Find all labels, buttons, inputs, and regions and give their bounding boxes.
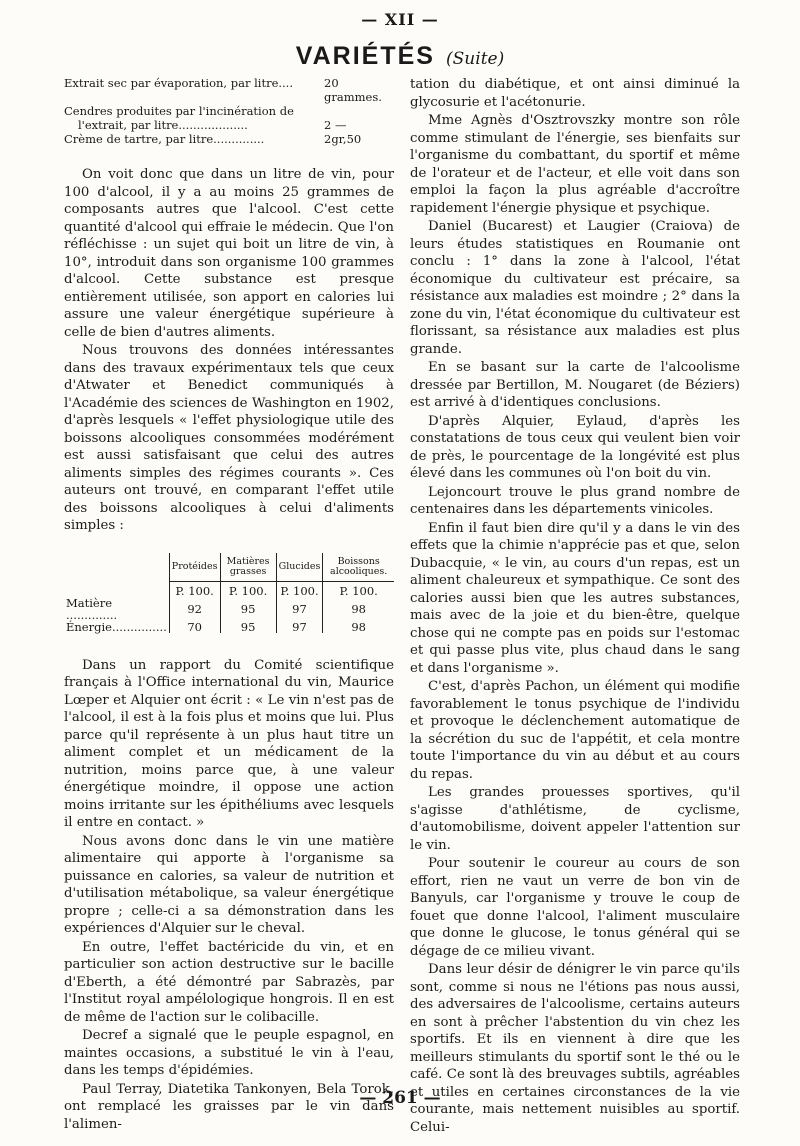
- paragraph: tation du diabétique, et ont ainsi diminué la glycosurie et l'acétonurie.: [410, 77, 740, 110]
- table-row: P. 100. P. 100. P. 100. P. 100.: [64, 581, 394, 597]
- spec-line: l'extrait, par litre................... 2 —: [78, 118, 347, 132]
- table-row: Énergie............... 70 95 97 98: [64, 621, 394, 633]
- paragraph: Nous avons donc dans le vin une matière alimentaire qui apporte à l'organisme sa puissance en calories, sa valeur de nutrition et d'utilisation métabolique, sa valeur énergétique propre ; celle-ci a sa démonstration dans les expériences d'Alquier sur le cheval.: [64, 833, 394, 936]
- section-subtitle: (Suite): [446, 49, 505, 69]
- paragraph: Pour soutenir le coureur au cours de son effort, rien ne vaut un verre de bon vin de Banyuls, car l'organisme y trouve le coup de fouet que donne l'alcool, l'aliment musculaire que donne le glucose, le tonus général qui se dégage de ce milieu vivant.: [410, 856, 740, 959]
- left-column: [64, 76, 394, 1134]
- table-row: Matière .............. 92 95 97 98: [64, 597, 394, 621]
- paragraph: Paul Terray, Diatetika Tankonyen, Bela Torok, ont remplacé les graisses par le vin dans l'alimen-: [64, 1081, 394, 1132]
- paragraph: Decref a signalé que le peuple espagnol, en maintes occasions, a substitué le vin à l'eau, dans les temps d'épidémies.: [64, 1028, 394, 1078]
- paragraph: Enfin il faut bien dire qu'il y a dans le vin des effets que la chimie n'apprécie pas et que, selon Dubacquie, « le vin, au cours d'un repas, est un aliment chaleureux et sympathique. Ce sont des calories aussi bien que les autres substances, mais avec de la joie et du bien-être, quelque chose qui ne compte pas en poids sur l'estomac et qui passe plus vite, plus chaud dans le sang et dans l'organisme ».: [410, 520, 740, 676]
- paragraph: Les grandes prouesses sportives, qu'il s'agisse d'athlétisme, de cyclisme, d'automobilisme, doivent appeler l'attention sur le vin.: [410, 785, 740, 853]
- paragraph: D'après Alquier, Eylaud, d'après les constatations de tous ceux qui veulent bien voir de près, le pourcentage de la longévité est plus élevé dans les communes où l'on boit du vin.: [410, 413, 740, 481]
- paragraph: En se basant sur la carte de l'alcoolisme dressée par Bertillon, M. Nougaret (de Béziers) est arrivé à d'identiques conclusions.: [410, 360, 740, 410]
- section-title: VARIÉTÉS: [295, 42, 435, 70]
- paragraph: En outre, l'effet bactéricide du vin, et en particulier son action destructive sur le bacille d'Eberth, a été démontré par Sabrazès, par l'Institut royal ampélologique hongrois. Il en est de même de l'action sur le colibacille.: [64, 939, 394, 1025]
- roman-page-number: — XII —: [361, 10, 439, 29]
- spec-line: Extrait sec par évaporation, par litre.... 20 grammes.: [64, 76, 382, 104]
- spec-line: Cendres produites par l'incinération de: [64, 104, 294, 118]
- spec-line: Crème de tartre, par litre.............. 2gr,50: [64, 132, 362, 146]
- table-header: Protéides: [169, 553, 220, 582]
- nutrition-table: [64, 553, 394, 633]
- paragraph: Lejoncourt trouve le plus grand nombre de centenaires dans les départements vinicoles.: [410, 484, 740, 517]
- paragraph: C'est, d'après Pachon, un élément qui modifie favorablement le tonus psychique de l'individu et provoque le déclenchement automatique de la sécrétion du suc de l'appétit, et cela montre toute l'importance du vin au début et au cours du repas.: [410, 679, 740, 782]
- wine-spec-list: [64, 76, 394, 146]
- paragraph: Mme Agnès d'Osztrovszky montre son rôle comme stimulant de l'énergie, ses bienfaits sur l'organisme du combattant, du sportif et même de l'orateur et de l'acteur, et elle voit dans son emploi la façon la plus agréable d'accroître rapidement l'énergie physique et psychique.: [410, 113, 740, 216]
- paragraph: Nous trouvons des données intéressantes dans des travaux expérimentaux tels que ceux d'Atwater et Benedict communiqués à l'Académie des sciences de Washington en 1902, d'après lesquels « l'effet physiologique utile des boissons alcooliques consommées modérément est aussi satisfaisant que celui des autres aliments simples des régimes courants ». Ces auteurs ont trouvé, en comparant l'effet utile des boissons alcooliques à celui d'aliments simples :: [64, 343, 394, 533]
- page-number: — 261 —: [359, 1088, 441, 1108]
- table-header: Boissons alcooliques.: [323, 553, 394, 582]
- table-header: Glucides: [276, 553, 323, 582]
- paragraph: Dans leur désir de dénigrer le vin parce qu'ils sont, comme si nous ne l'étions pas nous aussi, des adversaires de l'alcoolisme, certains auteurs en sont à prêcher l'abstention du vin chez les sportifs. Et ils en viennent à dire que les meilleurs stimulants du sportif sont le thé ou le café. Ce sont là des breuvages subtils, agréables et utiles en certaines circonstances de la vie courante, mais nettement nuisibles au sportif. Celui-: [410, 962, 740, 1135]
- paragraph: On voit donc que dans un litre de vin, pour 100 d'alcool, il y a au moins 25 grammes de composants autres que l'alcool. C'est cette quantité d'alcool qui effraie le médecin. Que l'on réfléchisse : un sujet qui boit un litre de vin, à 10°, introduit dans son organisme 100 grammes d'alcool. Cette substance est presque entièrement utilisée, son apport en calories lui assure une valeur énergétique supérieure à celle de bien d'autres aliments.: [64, 167, 394, 340]
- table-header: Matières grasses: [220, 553, 276, 582]
- right-column: [410, 76, 740, 1137]
- paragraph: Dans un rapport du Comité scientifique français à l'Office international du vin, Maurice Lœper et Alquier ont écrit : « Le vin n'est pas de l'alcool, il est à la fois plus et moins que lui. Plus parce qu'il représente à un plus haut titre un aliment complet et un médicament de la nutrition, moins parce que, à une valeur énergétique moindre, il oppose une action moins irritante sur les épithéliums avec lesquels il entre en contact. »: [64, 657, 394, 830]
- paragraph: Daniel (Bucarest) et Laugier (Craiova) de leurs études statistiques en Roumanie ont conclu : 1° dans la zone à l'alcool, l'état économique du cultivateur est précaire, sa résistance aux maladies est moindre ; 2° dans la zone du vin, l'état économique du cultivateur est florissant, sa résistance aux maladies est plus grande.: [410, 219, 740, 357]
- page-title: [0, 42, 800, 71]
